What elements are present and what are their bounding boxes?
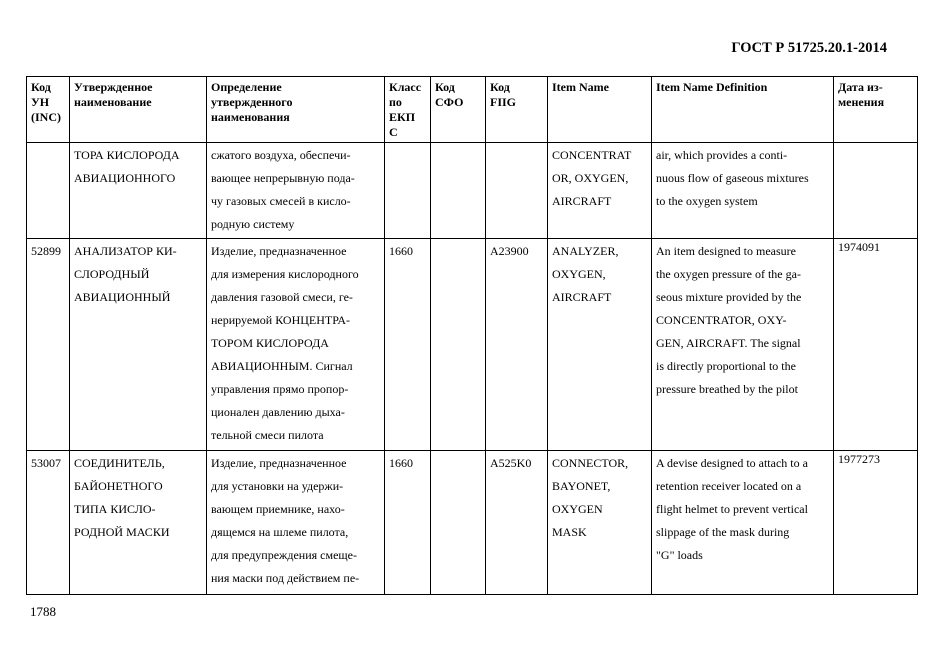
cell-text: MASK	[552, 525, 587, 539]
cell-text: OXYGEN,	[552, 267, 606, 281]
cell-text: нерируемой КОНЦЕНТРА-	[211, 313, 351, 327]
cell-text: 53007	[31, 456, 61, 470]
class-cell	[385, 143, 431, 239]
cell-text: дящемся на шлеме пилота,	[211, 525, 349, 539]
column-header-line: утвержденного	[211, 95, 293, 109]
cell-text: BAYONET,	[552, 479, 611, 493]
cell-text: "G" loads	[656, 548, 703, 562]
column-header	[486, 77, 548, 143]
sfo-code-cell	[431, 143, 486, 239]
cell-text: nuous flow of gaseous mixtures	[656, 171, 809, 185]
cell-text: управления прямо пропор-	[211, 382, 349, 396]
column-header-line: Утвержденное	[74, 80, 153, 94]
cell-text: 1974091	[838, 240, 880, 254]
cell-text: CONNECTOR,	[552, 456, 629, 470]
item-definition-cell	[652, 451, 834, 595]
cell-text: АВИАЦИОННЫЙ	[74, 290, 171, 304]
column-header-line: Код	[435, 80, 455, 94]
cell-text: РОДНОЙ МАСКИ	[74, 525, 170, 539]
cell-text: ТОРОМ КИСЛОРОДА	[211, 336, 329, 350]
column-header-line: СФО	[435, 95, 464, 109]
cell-text: pressure breathed by the pilot	[656, 382, 798, 396]
cell-text: БАЙОНЕТНОГО	[74, 479, 163, 493]
cell-text: slippage of the mask during	[656, 525, 790, 539]
column-header	[834, 77, 918, 143]
cell-text: CONCENTRATOR, OXY-	[656, 313, 787, 327]
column-header-line: ЕКП	[389, 110, 416, 124]
column-header-line: по	[389, 95, 402, 109]
column-header-line: Дата из-	[838, 80, 883, 94]
item-definition-cell	[652, 143, 834, 239]
cell-text: для установки на удержи-	[211, 479, 344, 493]
cell-text: the oxygen pressure of the ga-	[656, 267, 801, 281]
class-cell	[385, 451, 431, 595]
cell-text: родную систему	[211, 217, 295, 231]
inc-code-cell	[27, 451, 70, 595]
cell-text: A23900	[490, 244, 529, 258]
page-number: 1788	[30, 604, 56, 619]
approved-name-cell	[70, 143, 207, 239]
cell-text: GEN, AIRCRAFT. The signal	[656, 336, 801, 350]
cell-text: AIRCRAFT	[552, 290, 612, 304]
column-header	[431, 77, 486, 143]
change-date-cell	[834, 143, 918, 239]
cell-text: сжатого воздуха, обеспечи-	[211, 148, 351, 162]
change-date-cell	[834, 451, 918, 595]
item-name-cell	[548, 451, 652, 595]
cell-text: для измерения кислородного	[211, 267, 359, 281]
column-header-line: Item Name	[552, 80, 609, 94]
column-header-line: Item Name Definition	[656, 80, 768, 94]
cell-text: A devise designed to attach to a	[656, 456, 808, 470]
document-header: ГОСТ Р 51725.20.1-2014	[731, 40, 887, 56]
definition-cell	[207, 239, 385, 451]
sfo-code-cell	[431, 239, 486, 451]
class-cell	[385, 239, 431, 451]
cell-text: чу газовых смесей в кисло-	[211, 194, 351, 208]
inc-code-cell	[27, 239, 70, 451]
cell-text: 52899	[31, 244, 61, 258]
cell-text: air, which provides a conti-	[656, 148, 788, 162]
table-row	[27, 451, 918, 595]
change-date-cell	[834, 239, 918, 451]
fiig-code-cell	[486, 239, 548, 451]
cell-text: ТИПА КИСЛО-	[74, 502, 156, 516]
classification-table	[26, 76, 918, 595]
column-header	[385, 77, 431, 143]
cell-text: СОЕДИНИТЕЛЬ,	[74, 456, 165, 470]
cell-text: давления газовой смеси, ге-	[211, 290, 353, 304]
cell-text: to the oxygen system	[656, 194, 758, 208]
cell-text: ТОРА КИСЛОРОДА	[74, 148, 180, 162]
column-header	[27, 77, 70, 143]
cell-text: AIRCRAFT	[552, 194, 612, 208]
column-header-line: Определение	[211, 80, 282, 94]
item-name-cell	[548, 239, 652, 451]
column-header	[652, 77, 834, 143]
column-header-line: (INC)	[31, 110, 61, 124]
cell-text: An item designed to measure	[656, 244, 796, 258]
column-header	[70, 77, 207, 143]
cell-text: Изделие, предназначенное	[211, 244, 347, 258]
table-body	[27, 143, 918, 595]
cell-text: seous mixture provided by the	[656, 290, 802, 304]
cell-text: вающее непрерывную пода-	[211, 171, 355, 185]
cell-text: A525K0	[490, 456, 532, 470]
table-header	[27, 77, 918, 143]
column-header	[548, 77, 652, 143]
inc-code-cell	[27, 143, 70, 239]
item-name-cell	[548, 143, 652, 239]
column-header-line: УН	[31, 95, 50, 109]
cell-text: OR, OXYGEN,	[552, 171, 629, 185]
table-row	[27, 239, 918, 451]
cell-text: 1977273	[838, 452, 880, 466]
cell-text: тельной смеси пилота	[211, 428, 324, 442]
approved-name-cell	[70, 239, 207, 451]
header-row	[27, 77, 918, 143]
cell-text: 1660	[389, 456, 413, 470]
cell-text: ANALYZER,	[552, 244, 619, 258]
column-header-line: наименование	[74, 95, 152, 109]
cell-text: CONCENTRAT	[552, 148, 632, 162]
approved-name-cell	[70, 451, 207, 595]
column-header	[207, 77, 385, 143]
fiig-code-cell	[486, 451, 548, 595]
item-definition-cell	[652, 239, 834, 451]
cell-text: retention receiver located on a	[656, 479, 802, 493]
definition-cell	[207, 451, 385, 595]
cell-text: АВИАЦИОННЫМ. Сигнал	[211, 359, 353, 373]
table-row	[27, 143, 918, 239]
cell-text: ционален давлению дыха-	[211, 405, 345, 419]
cell-text: OXYGEN	[552, 502, 603, 516]
column-header-line: Код	[490, 80, 510, 94]
cell-text: вающем приемнике, нахо-	[211, 502, 345, 516]
cell-text: is directly proportional to the	[656, 359, 796, 373]
cell-text: Изделие, предназначенное	[211, 456, 347, 470]
cell-text: для предупреждения смеще-	[211, 548, 357, 562]
cell-text: ния маски под действием пе-	[211, 571, 360, 585]
column-header-line: FIIG	[490, 95, 517, 109]
cell-text: АНАЛИЗАТОР КИ-	[74, 244, 177, 258]
column-header-line: Класс	[389, 80, 422, 94]
definition-cell	[207, 143, 385, 239]
cell-text: АВИАЦИОННОГО	[74, 171, 176, 185]
cell-text: 1660	[389, 244, 413, 258]
cell-text: flight helmet to prevent vertical	[656, 502, 808, 516]
column-header-line: Код	[31, 80, 51, 94]
column-header-line: менения	[838, 95, 885, 109]
column-header-line: наименования	[211, 110, 290, 124]
column-header-line: С	[389, 125, 398, 139]
sfo-code-cell	[431, 451, 486, 595]
cell-text: СЛОРОДНЫЙ	[74, 267, 150, 281]
fiig-code-cell	[486, 143, 548, 239]
